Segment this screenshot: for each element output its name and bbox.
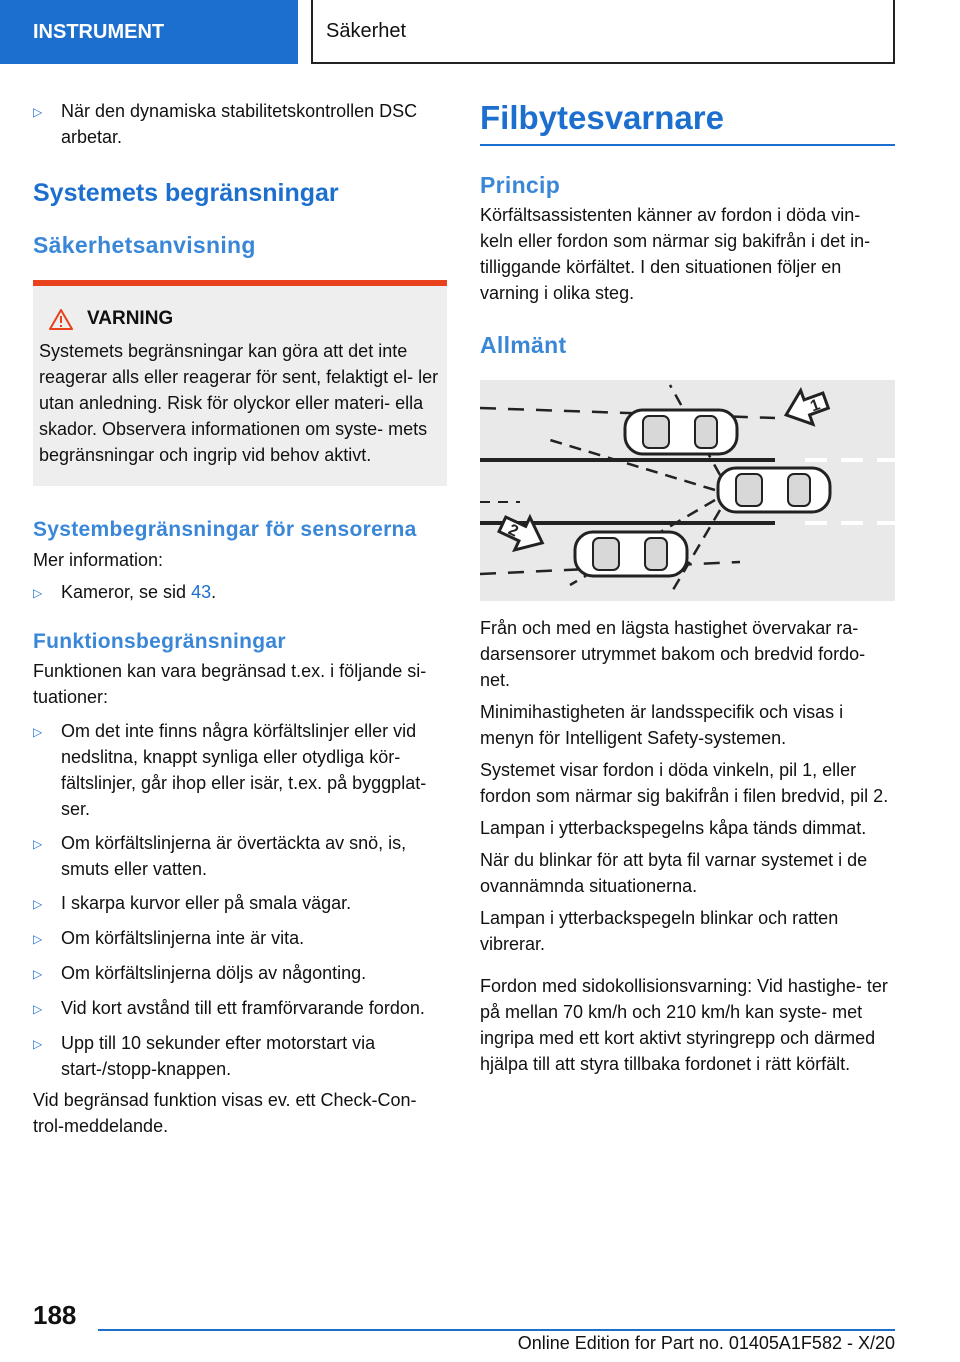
- lane-change-illustration: [480, 380, 895, 601]
- arrow-1-icon: [780, 384, 832, 432]
- principle-text: Körfältsassistenten känner av fordon i döda vin- keln eller fordon som närmar sig bakifrån i det in- tilliggande körfältet. I den situationen följer en varning i olika steg.: [480, 205, 871, 303]
- list-item: ▷ När den dynamiska stabilitetskontrollen DSC arbetar.: [33, 98, 447, 150]
- check-control-text: Vid begränsad funktion visas ev. ett Check-Con- trol-meddelande.: [33, 1090, 417, 1136]
- triangle-bullet-icon: ▷: [33, 1037, 43, 1051]
- list-item: ▷ Om körfältslinjerna döljs av någonting.: [33, 960, 447, 987]
- more-info-text: Mer information:: [33, 550, 164, 570]
- warning-text: Systemets begränsningar kan göra att det inte reagerar alls eller reagerar för sent, felaktigt el- ler utan anledning. Risk för olyckor eller materi- ella skador. Observera informationen om syste- mets begränsningar och ingrip vid behov aktivt.: [39, 341, 439, 465]
- chapter-tab[interactable]: INSTRUMENT: [0, 0, 298, 64]
- triangle-bullet-icon: ▷: [33, 725, 43, 739]
- triangle-bullet-icon: ▷: [33, 897, 43, 911]
- paragraph: När du blinkar för att byta fil varnar systemet i de ovannämnda situationerna.: [480, 850, 868, 896]
- list-item: ▷ Kameror, se sid 43.: [33, 579, 447, 606]
- arrow-2-label: 2: [505, 521, 521, 541]
- list-item: ▷ Om det inte finns några körfältslinjer eller vid nedslitna, knappt synliga eller otydliga kör- fältslinjer, går ihop eller isär, t.ex. på byggplat- ser.: [33, 718, 447, 822]
- list-item: ▷ Vid kort avstånd till ett framförvarande fordon.: [33, 995, 447, 1022]
- triangle-bullet-icon: ▷: [33, 932, 43, 946]
- lane-change-figure: [480, 380, 895, 601]
- sensor-heading: Systembegränsningar för sensorerna: [33, 518, 417, 541]
- car: [625, 410, 737, 454]
- warning-triangle-icon: [49, 309, 73, 330]
- triangle-bullet-icon: ▷: [33, 837, 43, 851]
- triangle-bullet-icon: ▷: [33, 586, 43, 600]
- list-item: ▷ Upp till 10 sekunder efter motorstart via start-/stopp-knappen.: [33, 1030, 447, 1082]
- arrow-1-label: 1: [808, 396, 823, 416]
- page-link[interactable]: 43: [191, 582, 212, 602]
- edition-text: Online Edition for Part no. 01405A1F582 - X/20: [517, 1333, 895, 1353]
- section-heading: Systemets begränsningar: [33, 179, 339, 207]
- principle-heading: Princip: [480, 172, 561, 198]
- list-item: ▷ Om körfältslinjerna inte är vita.: [33, 925, 447, 952]
- page-number: 188: [33, 1300, 77, 1330]
- car: [575, 532, 687, 576]
- safety-heading: Säkerhetsanvisning: [33, 232, 256, 258]
- left-column: [33, 98, 447, 1139]
- warning-title: VARNING: [39, 308, 439, 330]
- triangle-bullet-icon: ▷: [33, 1002, 43, 1016]
- own-car: [718, 468, 830, 512]
- paragraph: Från och med en lägsta hastighet övervakar ra- darsensorer utrymmet bakom och bredvid fordo- net.: [480, 618, 866, 690]
- arrow-2-icon: [495, 508, 550, 559]
- list-item: ▷ I skarpa kurvor eller på smala vägar.: [33, 890, 447, 917]
- paragraph: Systemet visar fordon i döda vinkeln, pil 1, eller fordon som närmar sig bakifrån i filen bredvid, pil 2.: [480, 760, 889, 806]
- paragraph: Lampan i ytterbackspegeln blinkar och ratten vibrerar.: [480, 908, 839, 954]
- triangle-bullet-icon: ▷: [33, 105, 43, 119]
- section-title-box: [311, 0, 895, 64]
- section-title: Säkerhet: [326, 19, 407, 42]
- paragraph: Minimihastigheten är landsspecifik och visas i menyn för Intelligent Safety-systemen.: [480, 702, 844, 748]
- list-item: ▷ Om körfältslinjerna är övertäckta av snö, is, smuts eller vatten.: [33, 830, 447, 882]
- footer-divider: [98, 1329, 895, 1331]
- function-heading: Funktionsbegränsningar: [33, 630, 286, 653]
- function-intro: Funktionen kan vara begränsad t.ex. i följande si- tuationer:: [33, 661, 427, 707]
- right-column: [480, 98, 895, 1077]
- chapter-title: Filbytesvarnare: [480, 99, 724, 136]
- warning-box: [33, 280, 447, 486]
- chapter-divider: [480, 144, 895, 146]
- side-collision-text: Fordon med sidokollisionsvarning: Vid hastighe- ter på mellan 70 km/h och 210 km/h kan syste- met ingripa med ett kort aktivt styringrepp och därmed hjälpa till att styra tillbaka fordonet i rätt körfält.: [480, 976, 888, 1074]
- general-heading: Allmänt: [480, 332, 567, 358]
- paragraph: Lampan i ytterbackspegelns kåpa tänds dimmat.: [480, 818, 867, 838]
- triangle-bullet-icon: ▷: [33, 967, 43, 981]
